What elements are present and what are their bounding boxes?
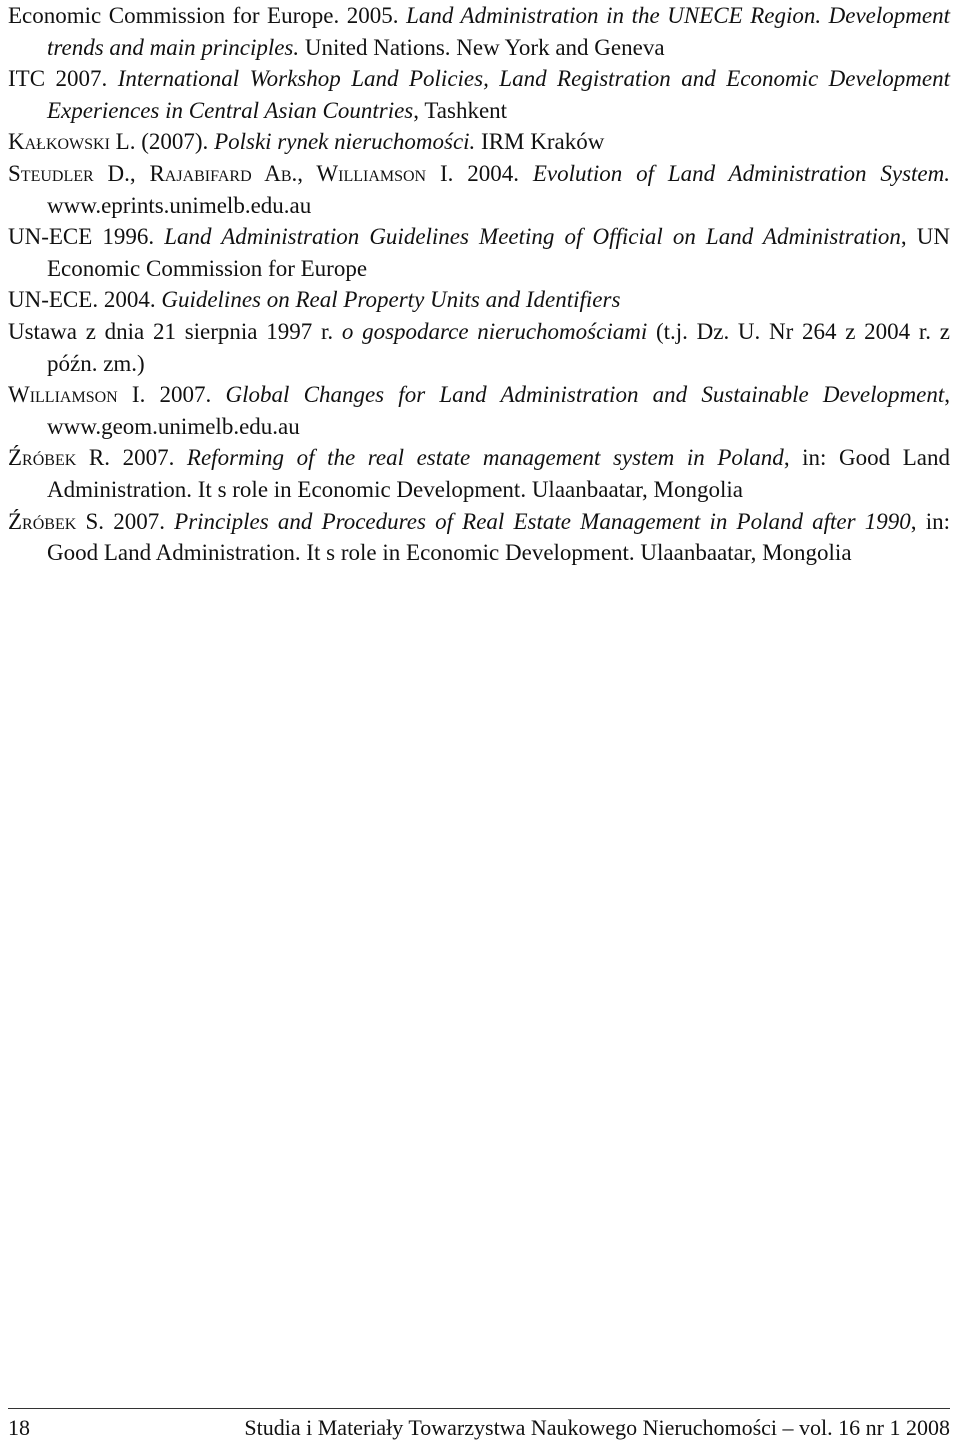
reference-text: www.eprints.unimelb.edu.au — [47, 192, 312, 218]
reference-title: Polski rynek nieruchomości. — [214, 129, 476, 155]
reference-text: , in: Good Land Administration. It s role in Economic Development. Ulaanbaatar, Mongolia — [47, 445, 951, 502]
reference-list — [8, 0, 950, 569]
reference-author: Źróbek S. — [8, 508, 105, 534]
reference-text: (2007). — [135, 129, 215, 155]
reference-entry — [8, 379, 950, 442]
reference-text: ITC 2007. — [8, 66, 118, 92]
reference-text: UN-ECE. 2004. — [8, 287, 162, 313]
journal-name: Studia i Materiały Towarzystwa Naukowego Nieruchomości – vol. 16 nr 1 2008 — [244, 1415, 950, 1440]
reference-author: Kałkowski L. — [8, 129, 136, 155]
reference-text: , www.geom.unimelb.edu.au — [47, 382, 950, 439]
reference-entry — [8, 158, 950, 221]
reference-title: International Workshop Land Policies, Land Registration and Economic Development Experiences in Central Asian Countries — [47, 66, 950, 123]
reference-entry — [8, 0, 950, 63]
reference-entry — [8, 284, 950, 316]
reference-entry — [8, 126, 950, 158]
reference-title: Principles and Procedures of Real Estate Management in Poland after 1990 — [174, 508, 911, 534]
reference-text: Ustawa z dnia 21 sierpnia 1997 r. — [8, 318, 342, 344]
page-footer — [8, 1413, 950, 1443]
reference-text: (t.j. Dz. U. Nr 264 z 2004 r. z późn. zm.) — [47, 318, 950, 376]
reference-title: Land Administration in the UNECE Region. Development trends and main principles. — [47, 3, 950, 60]
reference-entry — [8, 63, 950, 126]
reference-author: Steudler D., Rajabifard Ab., Williamson I. — [8, 160, 454, 186]
reference-entry — [8, 442, 950, 505]
reference-text: UN-ECE 1996. — [8, 224, 165, 250]
reference-entry — [8, 221, 950, 284]
reference-title: Global Changes for Land Administration and Sustainable Development — [225, 382, 945, 408]
reference-title: o gospodarce nieruchomościami — [341, 318, 648, 344]
reference-text: , in: Good Land Administration. It s role in Economic Development. Ulaanbaatar, Mongolia — [47, 508, 951, 566]
reference-text: 2004. — [453, 160, 533, 186]
reference-author: Źróbek R. — [8, 445, 110, 471]
reference-text: 2007. — [145, 382, 226, 408]
reference-text: , Tashkent — [413, 97, 508, 123]
reference-text: 2007. — [109, 445, 187, 471]
reference-text: Economic Commission for Europe. 2005. — [8, 3, 407, 28]
reference-title: Reforming of the real estate management system in Poland — [186, 445, 784, 471]
reference-text: United Nations. New York and Geneva — [299, 34, 665, 60]
reference-title: Evolution of Land Administration System. — [532, 160, 951, 186]
reference-text: IRM Kraków — [475, 129, 605, 155]
page-number: 18 — [8, 1415, 30, 1440]
reference-title: Guidelines on Real Property Units and Identifiers — [161, 287, 621, 313]
footer-divider — [8, 1408, 950, 1409]
reference-entry — [8, 506, 950, 569]
reference-text: 2007. — [104, 508, 175, 534]
reference-author: Williamson I. — [8, 382, 146, 408]
reference-entry — [8, 316, 950, 379]
reference-title: Land Administration Guidelines Meeting of Official on Land Administration — [164, 224, 901, 250]
reference-text: , UN Economic Commission for Europe — [47, 224, 950, 281]
